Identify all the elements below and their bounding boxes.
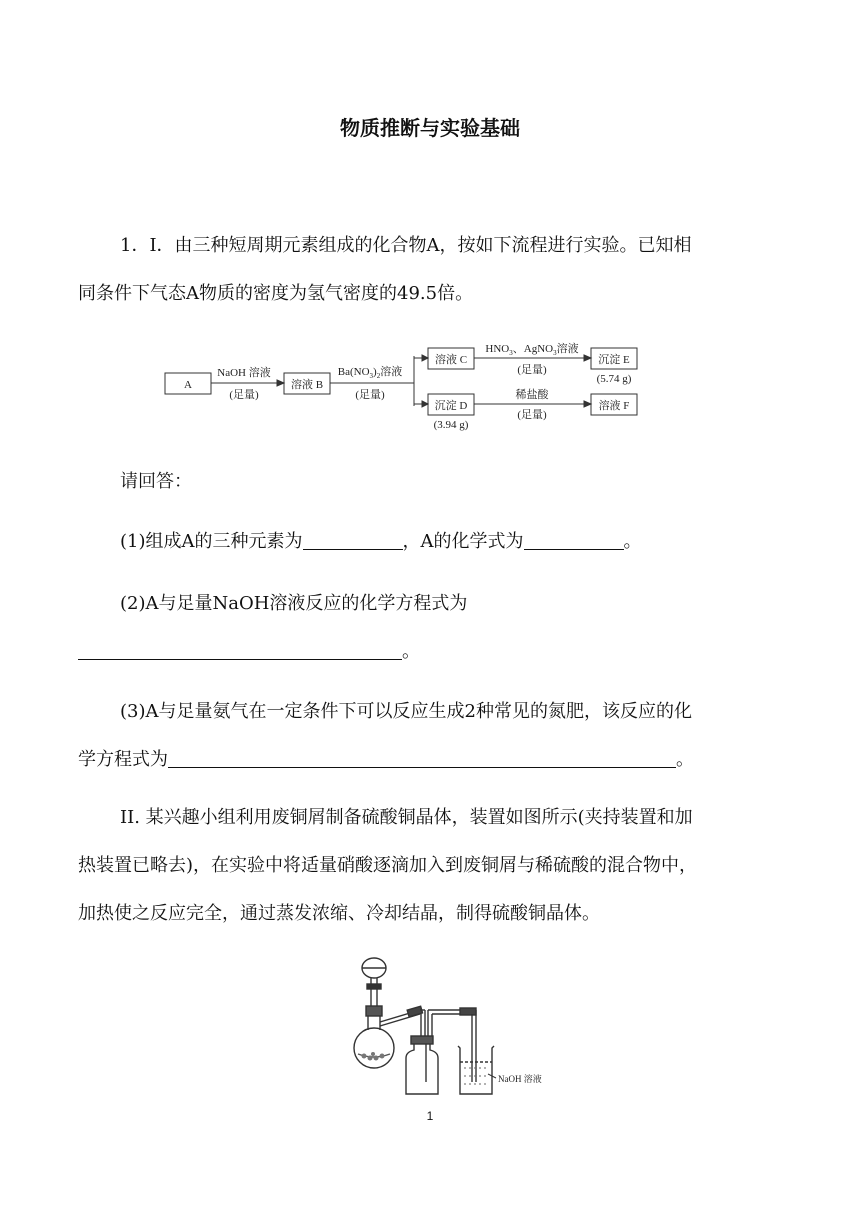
round-bottom-flask xyxy=(354,1028,394,1068)
stopcock xyxy=(367,984,381,989)
mass-d: (3.94 g) xyxy=(433,419,469,431)
step1-reagent: NaOH 溶液 xyxy=(217,367,271,379)
box-a-label: A xyxy=(184,379,192,391)
apparatus-diagram xyxy=(340,950,580,1100)
page-title: 物质推断与实验基础 xyxy=(340,116,520,140)
answer-blank-equation-2[interactable] xyxy=(78,639,402,660)
part2-line3: 加热使之反应完全，通过蒸发浓缩、冷却结晶，制得硫酸铜晶体。 xyxy=(78,903,600,924)
step3-reagent: $HNO_3$、AgNO$_3$溶液 xyxy=(485,343,579,357)
part2-line1: II. 某兴趣小组利用废铜屑制备硫酸铜晶体，装置如图所示(夹持装置和加 xyxy=(120,807,693,828)
step3-note: (足量) xyxy=(517,364,547,376)
naoh-solution-label: NaOH 溶液 xyxy=(498,1074,542,1084)
sub-question-3-line1: (3)A与足量氨气在一定条件下可以反应生成2种常见的氮肥，该反应的化 xyxy=(120,701,692,722)
flow-diagram xyxy=(160,336,650,436)
step4-reagent: 稀盐酸 xyxy=(515,389,549,401)
answer-blank-equation-3[interactable] xyxy=(168,747,676,768)
step1-note: (足量) xyxy=(229,389,259,401)
box-e-label: 沉淀 E xyxy=(598,354,630,366)
page-number: 1 xyxy=(426,1109,434,1123)
box-d-label: 沉淀 D xyxy=(434,400,468,412)
answer-blank-elements[interactable] xyxy=(303,529,403,550)
step4-note: (足量) xyxy=(517,409,547,421)
rubber-connector-1 xyxy=(407,1006,422,1017)
sub-question-3-line2: 学方程式为 。 xyxy=(78,749,694,770)
bottle-stopper xyxy=(411,1036,433,1044)
q1-intro-line1: 1．Ⅰ．由三种短周期元素组成的化合物A，按如下流程进行实验。已知相 xyxy=(120,235,692,256)
box-b-label: 溶液 B xyxy=(290,379,324,391)
sub-question-2-answer-line: 。 xyxy=(78,628,784,676)
sub-question-2: (2)A与足量NaOH溶液反应的化学方程式为 xyxy=(120,593,468,614)
step2-reagent: $Ba(NO_3)_2$溶液 xyxy=(337,366,403,380)
part2-line2: 热装置已略去)，在实验中将适量硝酸逐滴加入到废铜屑与稀硫酸的混合物中， xyxy=(78,855,698,876)
flask-stopper xyxy=(366,1006,382,1016)
answer-blank-formula[interactable] xyxy=(524,529,624,550)
q1-intro-line2: 同条件下气态A物质的密度为氢气密度的49.5倍。 xyxy=(78,283,474,304)
rubber-connector-2 xyxy=(460,1008,476,1015)
please-answer: 请回答： xyxy=(120,471,192,492)
gas-bottle xyxy=(406,1044,438,1094)
step2-note: (足量) xyxy=(355,389,385,401)
sub-question-1: (1)组成A的三种元素为 ，A的化学式为 。 xyxy=(120,531,642,552)
box-f-label: 溶液 F xyxy=(598,400,630,412)
box-c-label: 溶液 C xyxy=(434,354,468,366)
mass-e: (5.74 g) xyxy=(596,373,632,385)
